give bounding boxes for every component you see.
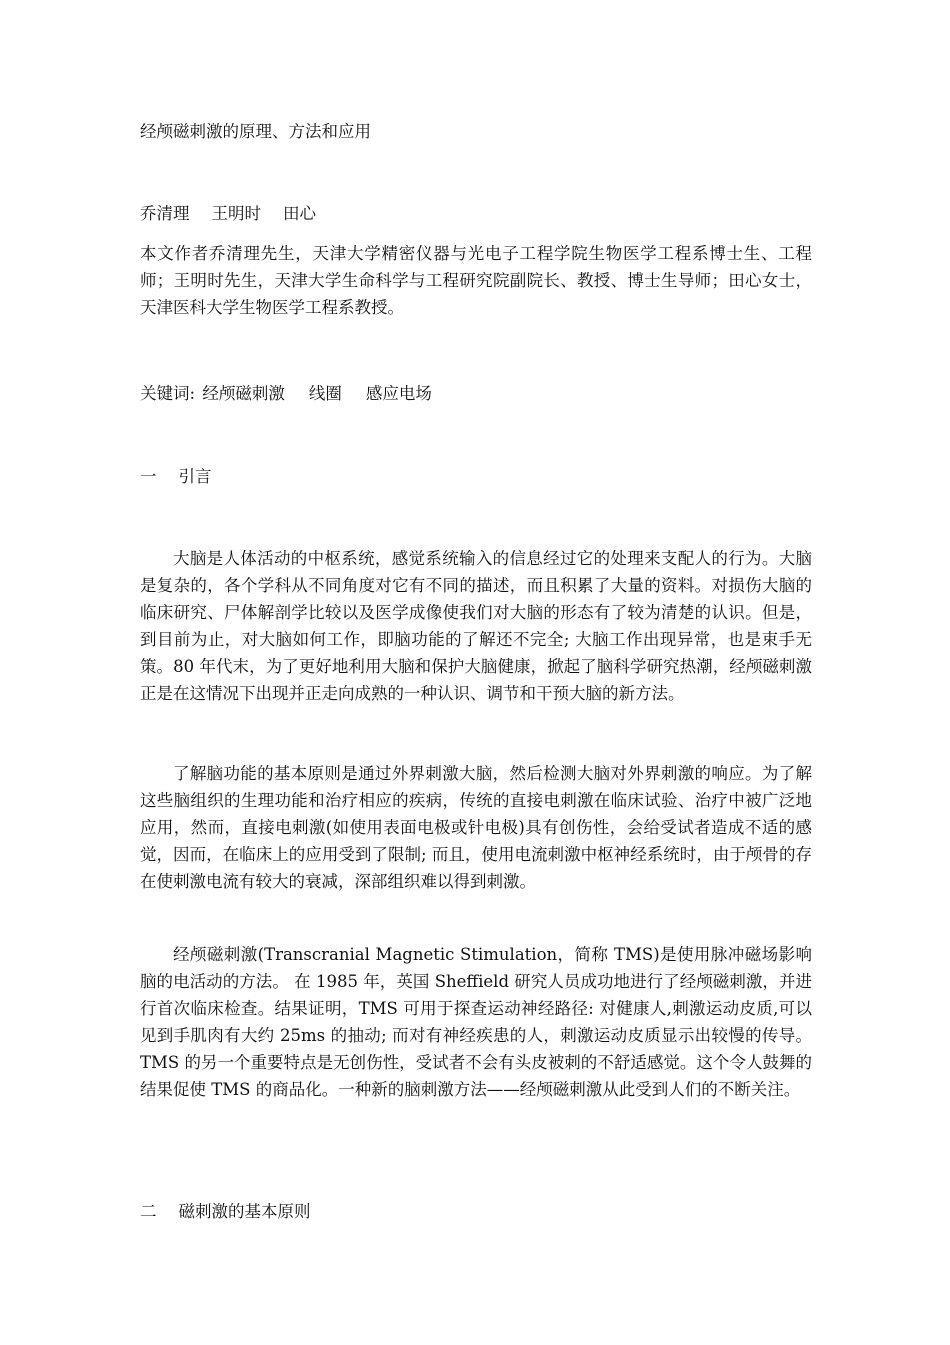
- keywords-label: 关键词:: [140, 384, 196, 403]
- author-name: 田心: [283, 204, 316, 223]
- keywords-line: [140, 380, 812, 407]
- body-paragraph-2: 了解脑功能的基本原则是通过外界刺激大脑，然后检测大脑对外界刺激的响应。为了解这些脑组织的生理功能和治疗相应的疾病，传统的直接电刺激在临床试验、治疗中被广泛地应用，然而，直接电刺激(如使用表面电极或针电极)具有创伤性，会给受试者造成不适的感觉，因而，在临床上的应用受到了限制; 而且，使用电流刺激中枢神经系统时，由于颅骨的存在使刺激电流有较大的衰减，深部组织难以得到刺激。: [140, 764, 812, 891]
- body-paragraph-3: 经颅磁刺激(Transcranial Magnetic Stimulation，简称 TMS)是使用脉冲磁场影响脑的电活动的方法。 在 1985 年，英国 Sheffield 研究人员成功地进行了经颅磁刺激，并进行首次临床检查。结果证明，TMS 可用于探查运动神经路径: 对健康人,刺激运动皮质,可以见到手肌肉有大约 25ms 的抽动; 而对有神经疾患的人，刺激运动皮质显示出较慢的传导。TMS 的另一个重要特点是无创伤性，受试者不会有头皮被刺的不舒适感觉。这个令人鼓舞的结果促使 TMS 的商品化。一种新的脑刺激方法——经颅磁刺激从此受到人们的不断关注。: [140, 945, 812, 1099]
- author-list: [140, 200, 812, 227]
- section-heading-2: [140, 1198, 812, 1225]
- keyword: 感应电场: [365, 384, 432, 403]
- section-title: 磁刺激的基本原则: [178, 1202, 311, 1221]
- author-name: 王明时: [211, 204, 261, 223]
- document-title: 经颅磁刺激的原理、方法和应用: [140, 122, 371, 141]
- section-title: 引言: [178, 467, 212, 486]
- keyword: 线圈: [308, 384, 342, 403]
- author-name: 乔清理: [140, 204, 190, 223]
- author-bio: 本文作者乔清理先生，天津大学精密仪器与光电子工程学院生物医学工程系博士生、工程师；王明时先生，天津大学生命科学与工程研究院副院长、教授、博士生导师；田心女士，天津医科大学生物医学工程系教授。: [140, 244, 812, 317]
- section-number: 二: [140, 1202, 157, 1221]
- document-page: [140, 0, 812, 1345]
- section-number: 一: [140, 467, 157, 486]
- keyword: 经颅磁刺激: [202, 384, 285, 403]
- body-paragraph-1: 大脑是人体活动的中枢系统，感觉系统输入的信息经过它的处理来支配人的行为。大脑是复杂的，各个学科从不同角度对它有不同的描述，而且积累了大量的资料。对损伤大脑的临床研究、尸体解剖学比较以及医学成像使我们对大脑的形态有了较为清楚的认识。但是，到目前为止，对大脑如何工作，即脑功能的了解还不完全; 大脑工作出现异常，也是束手无策。80 年代末，为了更好地利用大脑和保护大脑健康，掀起了脑科学研究热潮，经颅磁刺激正是在这情况下出现并正走向成熟的一种认识、调节和干预大脑的新方法。: [140, 549, 812, 703]
- section-heading-1: [140, 463, 812, 490]
